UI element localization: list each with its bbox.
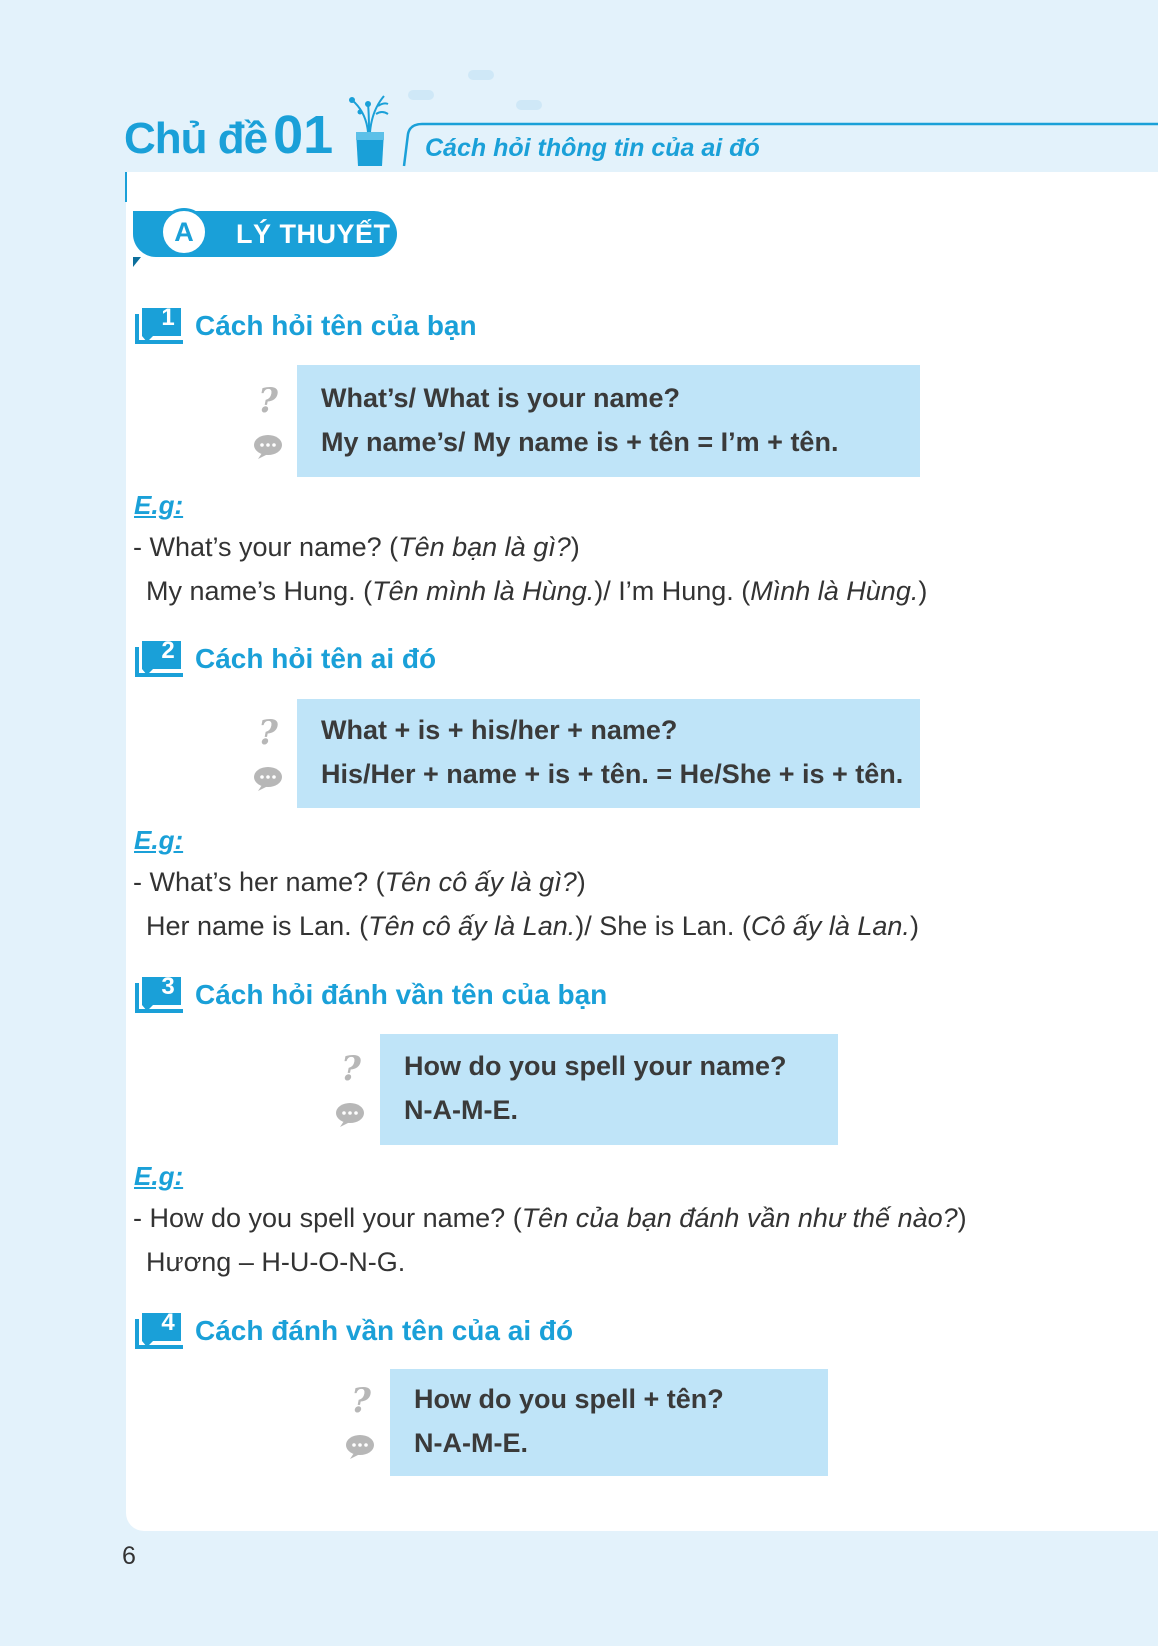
formula-box: [380, 1034, 838, 1145]
speech-bubble-icon: [252, 766, 284, 792]
svg-text:?: ?: [258, 382, 278, 416]
question-mark-icon: [254, 382, 284, 416]
section-label: LÝ THUYẾT: [236, 219, 391, 249]
example-text: ): [957, 1203, 967, 1233]
question-mark-icon: [254, 714, 284, 748]
example-label: E.g:: [134, 490, 184, 520]
example-answer: [146, 911, 919, 942]
example-text: )/ She is Lan. (: [575, 911, 751, 941]
question-mark-icon: [337, 1050, 367, 1084]
decor-dash: [408, 90, 434, 100]
example-answer: Hương – H-U-O-N-G.: [146, 1247, 406, 1277]
example-label: E.g:: [134, 825, 184, 855]
topic-heading-text: Cách hỏi tên ai đó: [195, 643, 437, 674]
example-question: [133, 867, 586, 898]
example-text: - What’s her name? (: [133, 867, 385, 897]
speech-bubble-icon: [334, 1102, 366, 1128]
example-text: ): [576, 867, 586, 897]
decor-dash: [516, 100, 542, 110]
speech-bubble-icon: [344, 1434, 376, 1460]
section-letter: A: [160, 208, 208, 256]
topic-heading-text: Cách hỏi tên của bạn: [195, 310, 477, 341]
formula-question: What’s/ What is your name?: [321, 383, 681, 413]
topic-number: 3: [161, 973, 175, 1000]
question-mark-icon: [347, 1382, 377, 1416]
topic-heading-text: Cách hỏi đánh vần tên của bạn: [195, 979, 608, 1010]
formula-answer: His/Her + name + is + tên. = He/She + is + tên.: [321, 759, 904, 789]
topic-subtitle: Cách hỏi thông tin của ai đó: [425, 134, 760, 162]
formula-question: How do you spell + tên?: [414, 1384, 724, 1414]
topic-number: 01: [273, 105, 334, 165]
example-translation: Mình là Hùng.: [750, 576, 919, 606]
example-translation: Tên của bạn đánh vần như thế nào?: [521, 1203, 958, 1233]
example-text: My name’s Hung. (: [146, 576, 373, 606]
topic-number: 2: [161, 637, 175, 664]
formula-box: [297, 699, 920, 808]
topic-title: [124, 104, 333, 166]
topic-number: 1: [161, 304, 175, 331]
example-translation: Tên mình là Hùng.: [372, 576, 595, 606]
formula-answer: N-A-M-E.: [404, 1095, 518, 1125]
formula-box: [390, 1369, 828, 1476]
page-border: [125, 172, 127, 202]
example-label: E.g:: [134, 1161, 184, 1191]
svg-text:?: ?: [351, 1382, 371, 1416]
example-translation: Cô ấy là Lan.: [750, 911, 910, 941]
example-text: - What’s your name? (: [133, 532, 399, 562]
formula-question: How do you spell your name?: [404, 1051, 787, 1081]
page-number: 6: [122, 1542, 136, 1570]
example-text: )/ I’m Hung. (: [594, 576, 751, 606]
section-badge: [133, 211, 397, 257]
example-text: ): [909, 911, 919, 941]
example-translation: Tên cô ấy là gì?: [384, 867, 577, 897]
example-question: [133, 1203, 967, 1234]
example-translation: Tên bạn là gì?: [398, 532, 571, 562]
example-answer: [146, 576, 927, 607]
formula-answer: My name’s/ My name is + tên = I’m + tên.: [321, 427, 839, 457]
example-question: [133, 532, 580, 563]
svg-text:?: ?: [258, 714, 278, 748]
plant-vase-icon: [338, 92, 398, 166]
topic-number: 4: [161, 1309, 175, 1336]
decor-dash: [468, 70, 494, 80]
formula-box: [297, 365, 920, 477]
formula-question: What + is + his/her + name?: [321, 715, 678, 745]
example-text: ): [570, 532, 580, 562]
example-text: ): [918, 576, 928, 606]
svg-text:?: ?: [341, 1050, 361, 1084]
topic-word: Chủ đề: [124, 114, 268, 163]
topic-heading-text: Cách đánh vần tên của ai đó: [195, 1315, 574, 1346]
example-translation: Tên cô ấy là Lan.: [368, 911, 576, 941]
example-text: - How do you spell your name? (: [133, 1203, 522, 1233]
speech-bubble-icon: [252, 434, 284, 460]
example-text: Her name is Lan. (: [146, 911, 369, 941]
formula-answer: N-A-M-E.: [414, 1428, 528, 1458]
